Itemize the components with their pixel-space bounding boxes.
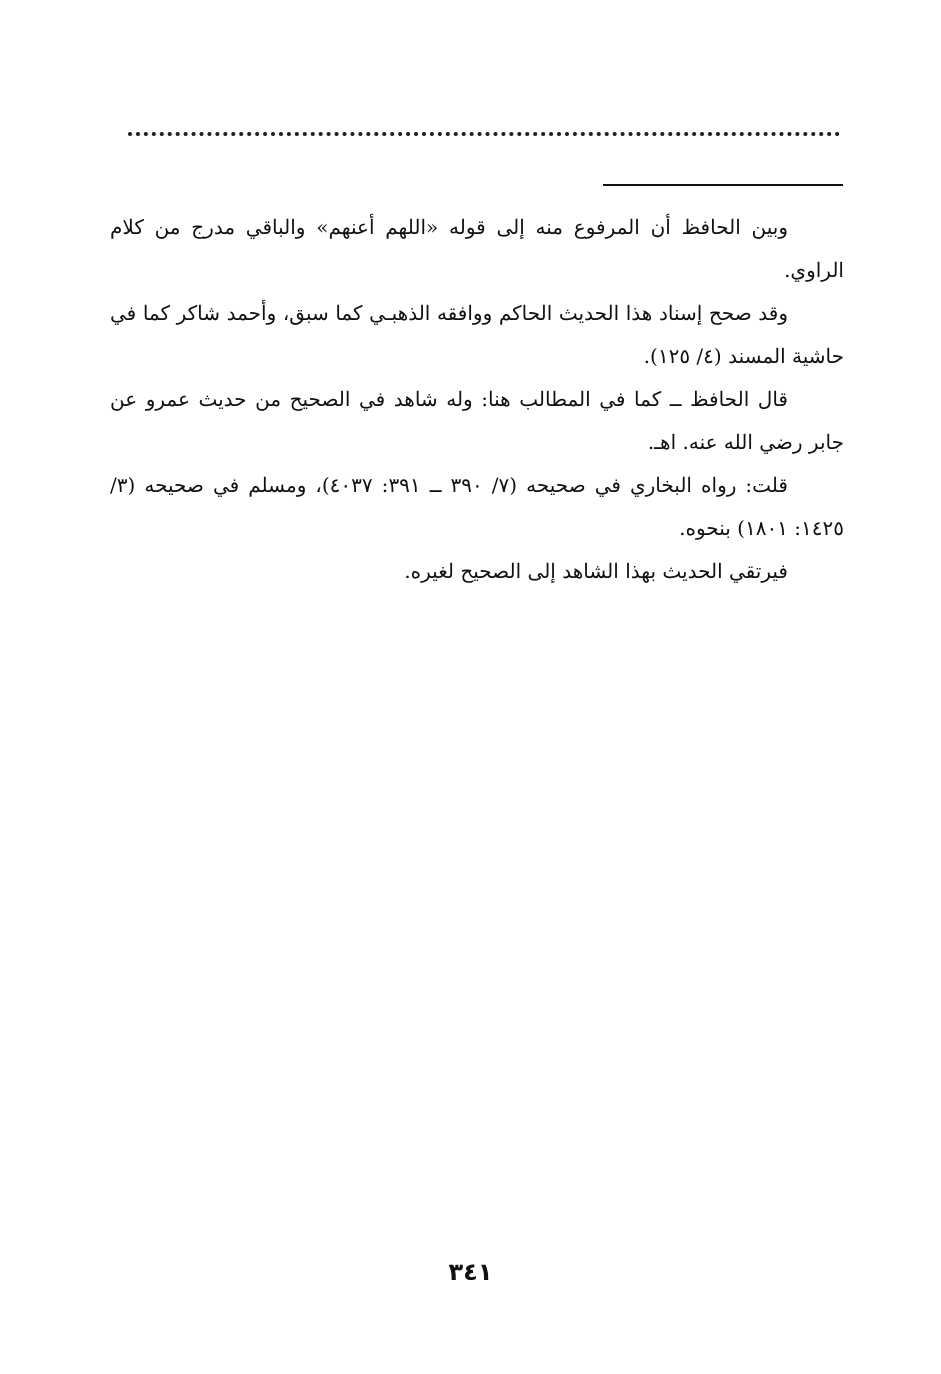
footnote-separator-line [603, 184, 843, 186]
paragraph-3: قال الحافظ ــ كما في المطالب هنا: وله شاهد في الصحيح من حديث عمرو عن جابر رضي الله عنه. اهـ. [110, 387, 844, 454]
paragraph-4: قلت: رواه البخاري في صحيحه (٧/ ٣٩٠ ــ ٣٩١: ٤٠٣٧)، ومسلم في صحيحه (٣/ ١٤٢٥: ١٨٠١) بنحوه. [110, 473, 844, 540]
paragraph-5: فيرتقي الحديث بهذا الشاهد إلى الصحيح لغيره. [404, 559, 788, 583]
page-number: ٣٤١ [448, 1258, 493, 1286]
body-text [110, 206, 844, 593]
dotted-separator [128, 132, 840, 136]
paragraph-1: وبين الحافظ أن المرفوع منه إلى قوله «اللهم أعنهم» والباقي مدرج من كلام الراوي. [110, 215, 844, 282]
paragraph-2: وقد صحح إسناد هذا الحديث الحاكم ووافقه الذهبـي كما سبق، وأحمد شاكر كما في حاشية المسند (٤/ ١٢٥). [110, 301, 844, 368]
